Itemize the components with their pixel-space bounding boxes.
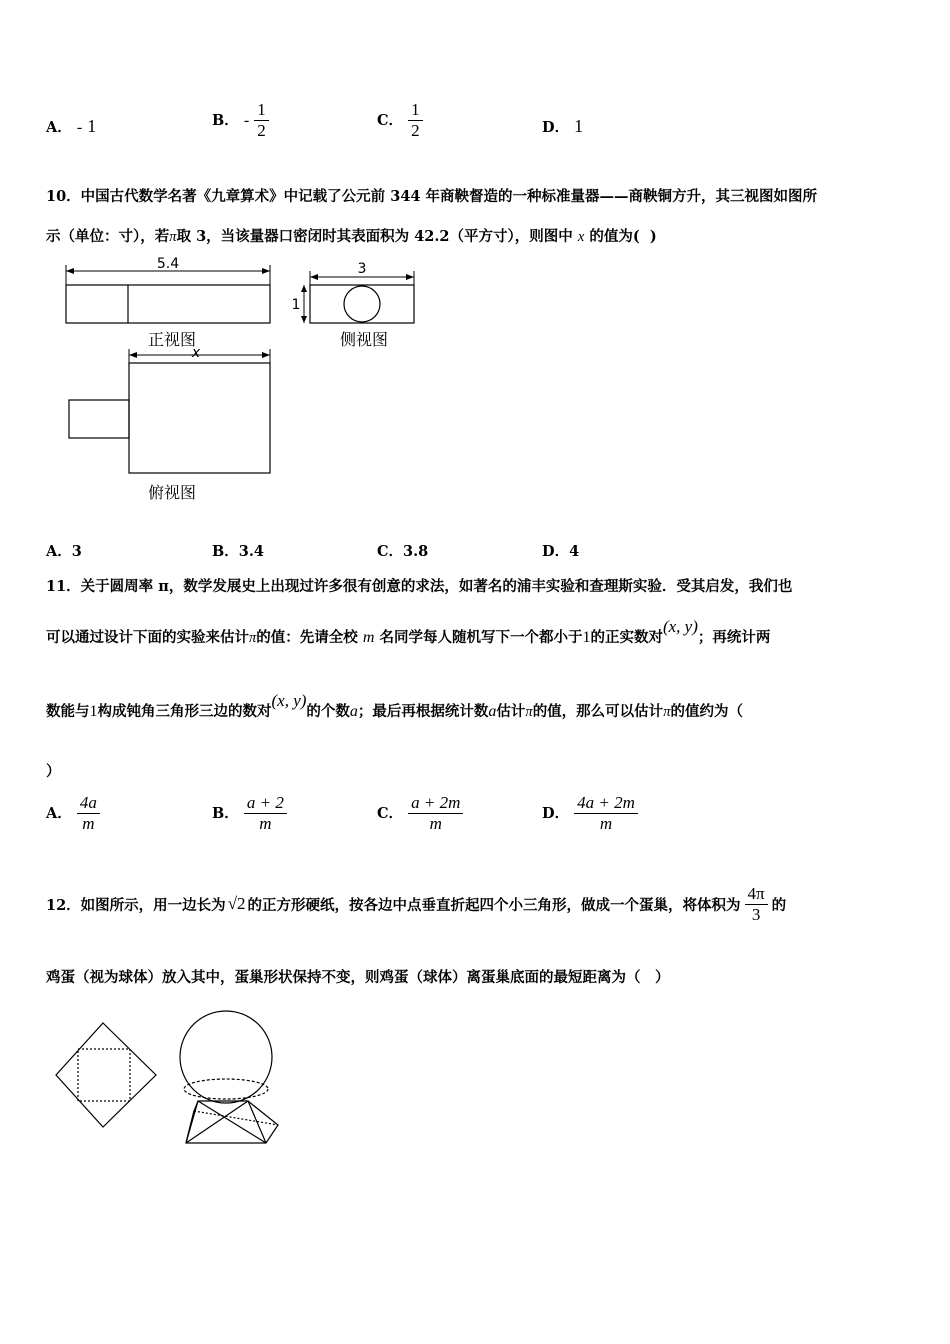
q9-option-b[interactable]: B． - $\frac{1}{2}$: [212, 100, 269, 141]
fraction: $\frac{4a}{m}$: [77, 793, 100, 834]
q11-option-d[interactable]: D． $\frac{4a + 2m}{m}$: [542, 793, 638, 834]
top-dim-label: x: [191, 345, 201, 361]
q9-options: [46, 100, 906, 152]
q11-line1: 11．关于圆周率 π，数学发展史上出现过许多很有创意的求法，如著名的浦丰实验和查理斯实验．受其启发，我们也: [46, 578, 793, 595]
q10-line2: 示（单位：寸），若π取 3，当该量器口密闭时其表面积为 42.2（平方寸），则图中 x 的值为( ): [46, 228, 657, 245]
q11-option-a[interactable]: A． $\frac{4a}{m}$: [46, 793, 100, 834]
q9-option-c[interactable]: C． $\frac{1}{2}$: [377, 100, 423, 141]
sqrt-two: √2: [227, 894, 246, 913]
volume-fraction: $\frac{4\pi}{3}$: [745, 884, 768, 925]
q10-options: [46, 540, 906, 562]
fraction: $\frac{1}{2}$: [408, 100, 423, 141]
q10-option-c[interactable]: C．3.8: [377, 543, 429, 560]
side-dim-height: 1: [291, 297, 301, 313]
q11-line4: ）: [46, 763, 61, 780]
q11-option-c[interactable]: C． $\frac{a + 2m}{m}$: [377, 793, 463, 834]
side-dim-width: 3: [357, 261, 367, 277]
fraction: $\frac{a + 2}{m}$: [244, 793, 287, 834]
front-dim-label: 5.4: [156, 256, 180, 272]
top-view-label: 俯视图: [147, 483, 197, 502]
sphere-on-nest: [180, 1011, 278, 1143]
q10-option-b[interactable]: B．3.4: [212, 543, 264, 560]
q11-line3: 数能与1构成钝角三角形三边的数对(x, y)的个数a；最后再根据统计数a估计π的值，那么可以估计π的值约为（: [46, 691, 743, 720]
top-view: [69, 345, 270, 502]
q11-line2: 可以通过设计下面的实验来估计π的值：先请全校 m 名同学每人随机写下一个都小于1的正实数对(x, y)；再统计两: [46, 617, 771, 646]
front-view-label: 正视图: [147, 330, 197, 349]
fraction: $\frac{1}{2}$: [254, 100, 269, 141]
q11-options: [46, 793, 906, 845]
fraction: $\frac{a + 2m}{m}$: [408, 793, 463, 834]
side-view: [292, 261, 414, 349]
side-view-label: 侧视图: [339, 330, 389, 349]
q10-option-a[interactable]: A．3: [46, 543, 82, 560]
q10-option-d[interactable]: D．4: [542, 543, 580, 560]
fraction: $\frac{4a + 2m}{m}$: [574, 793, 638, 834]
front-view: [66, 256, 270, 349]
q9-option-a[interactable]: A． - 1: [46, 116, 97, 136]
q12-line1: 12．如图所示，用一边长为 √2 的正方形硬纸，按各边中点垂直折起四个小三角形，做成一个蛋巢，将体积为 $\frac{4\pi}{3}$ 的: [46, 883, 787, 924]
q12-line2: 鸡蛋（视为球体）放入其中，蛋巢形状保持不变，则鸡蛋（球体）离蛋巢底面的最短距离为（ ）: [46, 969, 670, 986]
paper-fold-diagram: [56, 1023, 156, 1127]
q10-line1: 10．中国古代数学名著《九章算术》中记载了公元前 344 年商鞅督造的一种标准量器——商鞅铜方升，其三视图如图所: [46, 188, 818, 205]
q9-option-d[interactable]: D． 1: [542, 116, 584, 136]
egg-nest-figure: [48, 1005, 288, 1165]
three-view-figure: [60, 255, 430, 510]
q11-option-b[interactable]: B． $\frac{a + 2}{m}$: [212, 793, 287, 834]
